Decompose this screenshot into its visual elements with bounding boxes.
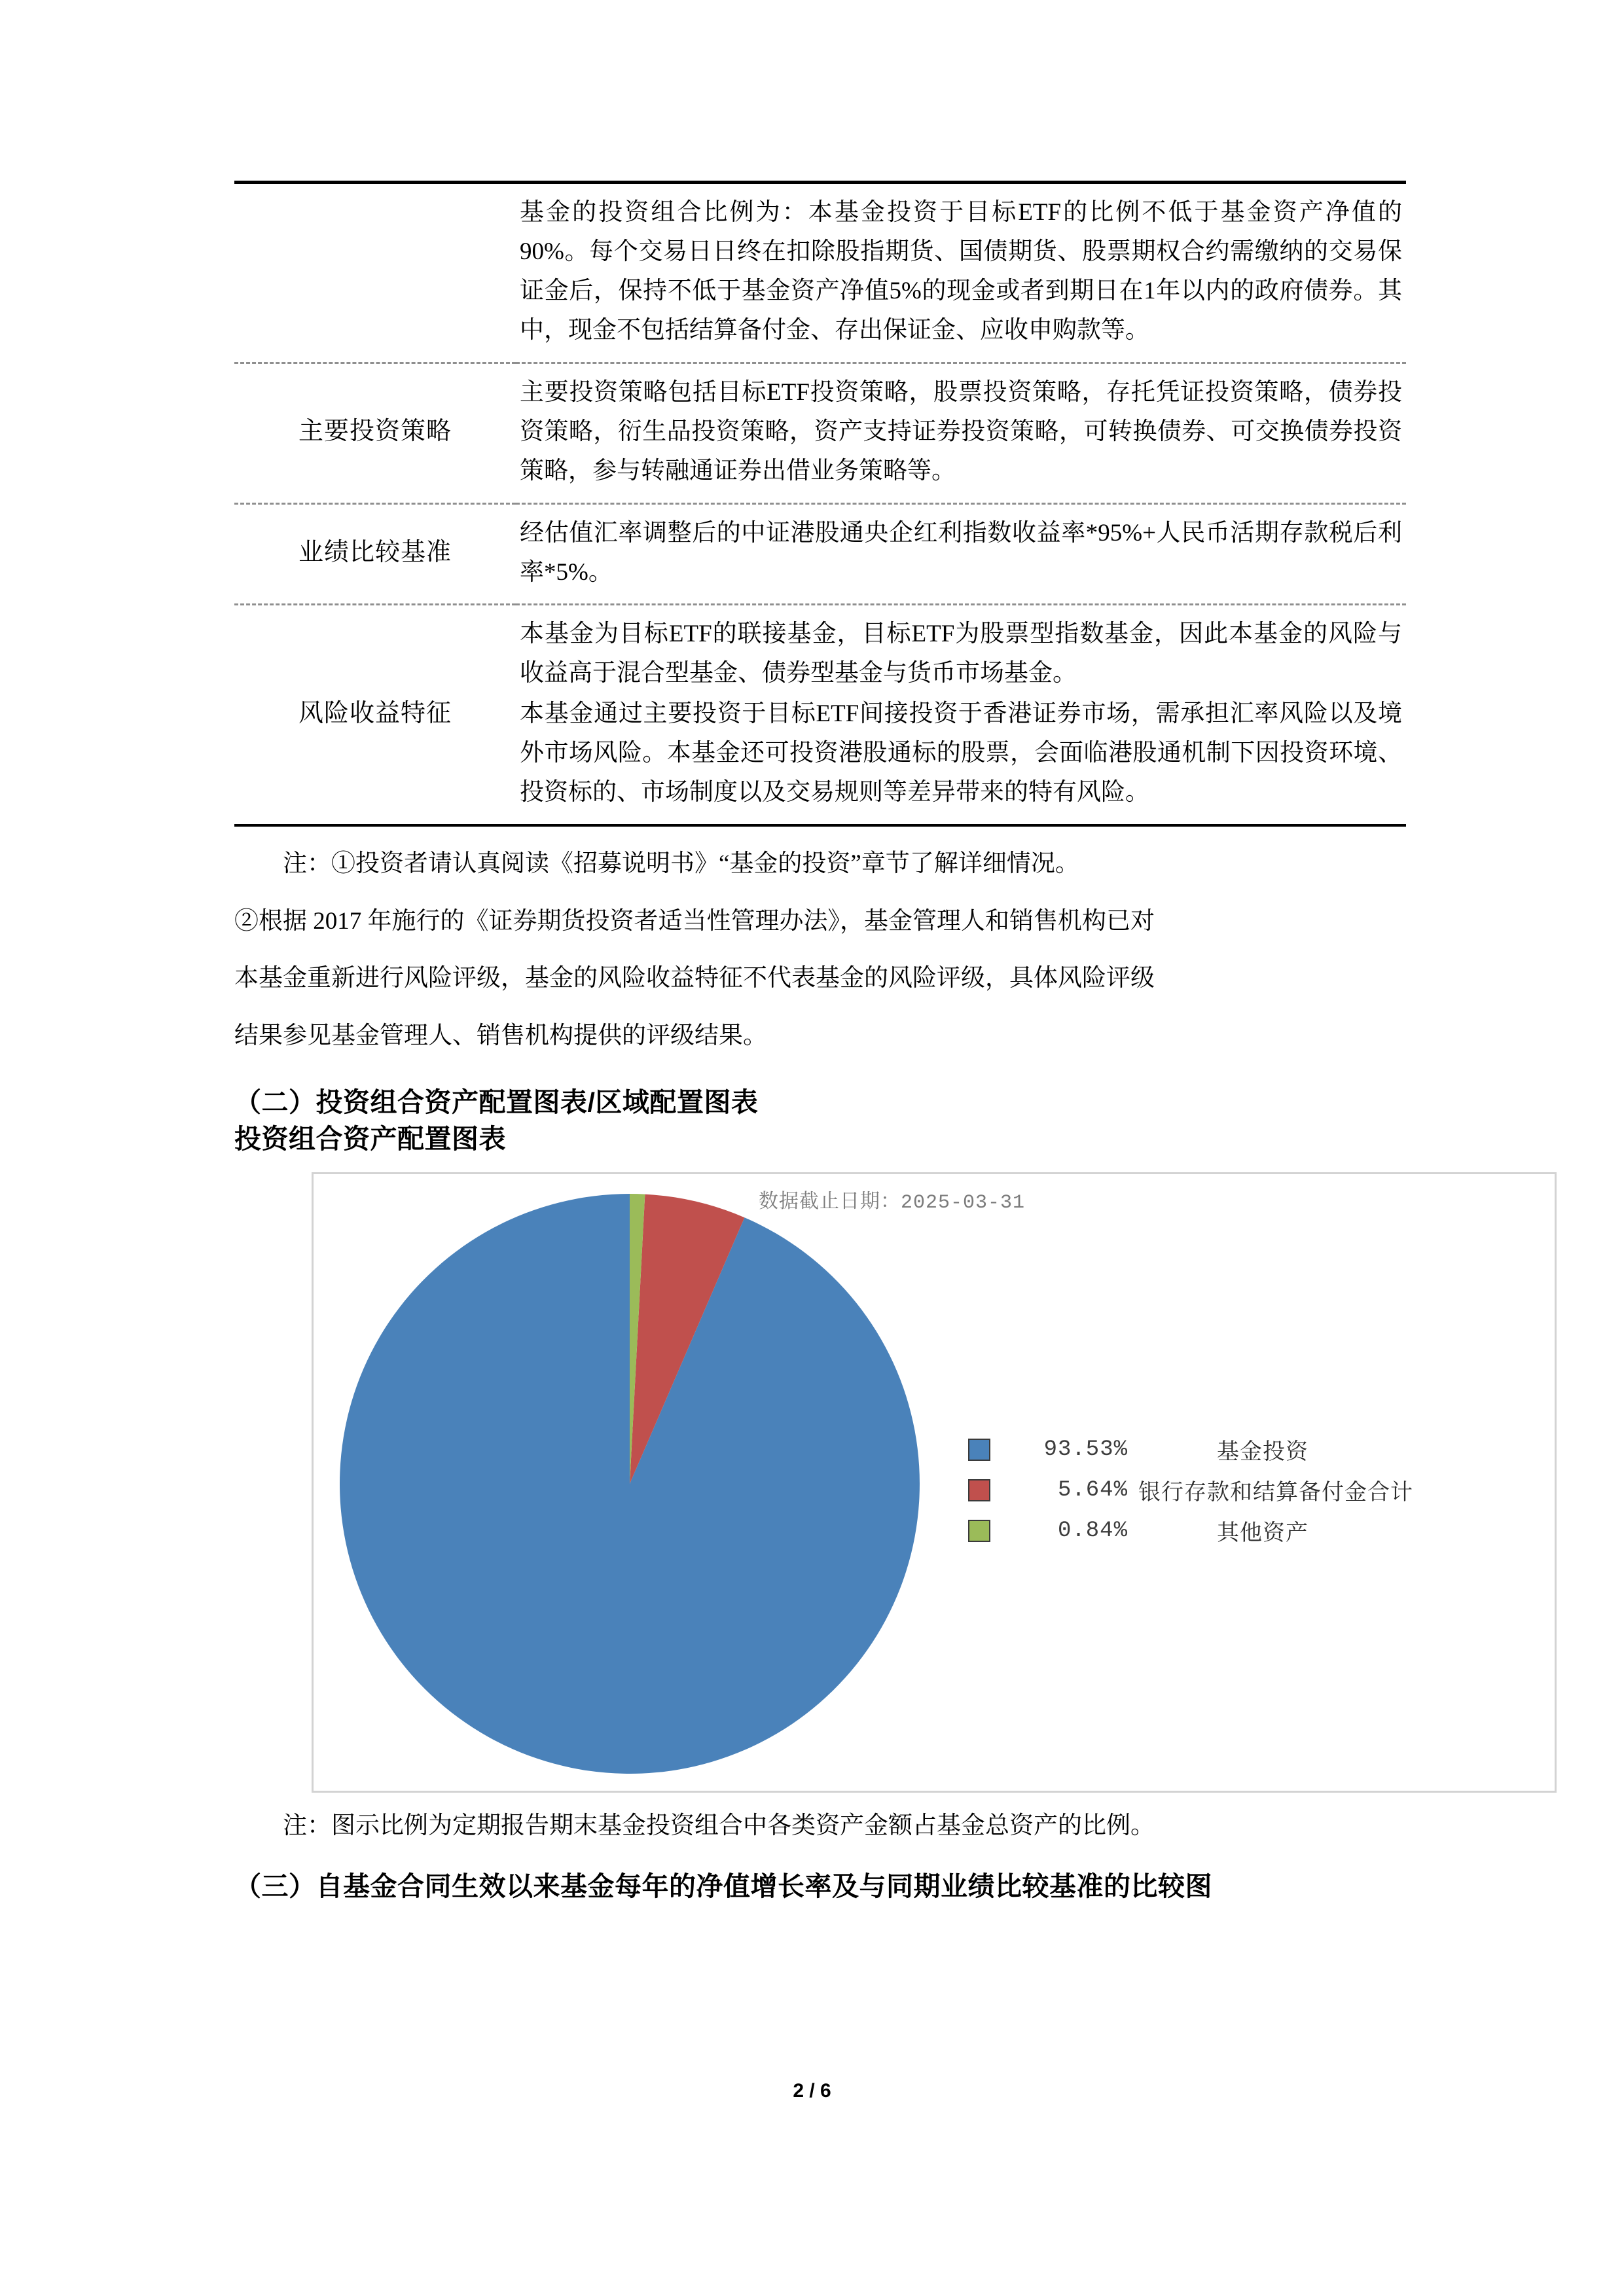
legend-value: 5.64%: [1057, 1477, 1128, 1503]
asset-allocation-chart-panel: [312, 1172, 1557, 1793]
legend-value: 93.53%: [1043, 1437, 1128, 1462]
section-heading-three: （三）自基金合同生效以来基金每年的净值增长率及与同期业绩比较基准的比较图: [234, 1871, 1212, 1902]
legend-label: 基金投资: [1217, 1439, 1308, 1465]
chart-legend: [968, 1429, 1544, 1551]
fund-info-table: [234, 181, 1406, 827]
row-paragraph: 本基金通过主要投资于目标ETF间接投资于香港证券市场，需承担汇率风险以及境外市场风险。本基金还可投资港股通标的股票，会面临港股通机制下因投资环境、投资标的、市场制度以及交易规则等差异带来的特有风险。: [520, 700, 1402, 806]
page-footer: [0, 2080, 1624, 2102]
row-body: [516, 183, 1406, 363]
row-label: 主要投资策略: [234, 363, 516, 503]
row-paragraph: 本基金为目标ETF的联接基金，目标ETF为股票型指数基金，因此本基金的风险与收益高于混合型基金、债券型基金与货币市场基金。: [520, 620, 1402, 687]
legend-label: 其他资产: [1217, 1520, 1308, 1546]
row-paragraph: 主要投资策略包括目标ETF投资策略，股票投资策略，存托凭证投资策略，债券投资策略，衍生品投资策略，资产支持证券投资策略，可转换债券、可交换债券投资策略，参与转融通证券出借业务策略等。: [520, 378, 1402, 484]
table-row: [234, 503, 1406, 605]
legend-swatch-icon: [968, 1439, 990, 1461]
legend-swatch-icon: [968, 1520, 990, 1542]
table-notes: [234, 846, 1406, 1054]
legend-item: [968, 1429, 1544, 1470]
row-label: 业绩比较基准: [234, 503, 516, 605]
row-paragraph: 基金的投资组合比例为：本基金投资于目标ETF的比例不低于基金资产净值的90%。每个交易日日终在扣除股指期货、国债期货、股票期权合约需缴纳的交易保证金后，保持不低于基金资产净值5%的现金或者到期日在1年以内的政府债券。其中，现金不包括结算备付金、存出保证金、应收申购款等。: [520, 199, 1402, 344]
page-content: [234, 181, 1413, 1905]
pie-chart-svg: [338, 1193, 921, 1775]
row-paragraph: 经估值汇率调整后的中证港股通央企红利指数收益率*95%+人民币活期存款税后利率*5%。: [520, 519, 1402, 586]
chart-data-cutoff-date: 数据截止日期：2025-03-31: [759, 1191, 1026, 1214]
legend-swatch-icon: [968, 1479, 990, 1501]
note-item-2-line-2: 本基金重新进行风险评级，基金的风险收益特征不代表基金的风险评级，具体风险评级: [234, 965, 1155, 992]
legend-label: 银行存款和结算备付金合计: [1138, 1480, 1413, 1505]
pie-slice-fund-investment: [340, 1194, 920, 1774]
row-body: [516, 503, 1406, 605]
section-subheading-asset-allocation: 投资组合资产配置图表: [234, 1124, 506, 1155]
chart-note: 注：图示比例为定期报告期末基金投资组合中各类资产金额占基金总资产的比例。: [283, 1812, 1155, 1839]
pie-chart: [338, 1193, 921, 1775]
row-body: [516, 363, 1406, 503]
note-item-2-line-1: ②根据 2017 年施行的《证券期货投资者适当性管理办法》，基金管理人和销售机构已对: [234, 907, 1155, 935]
legend-item: [968, 1511, 1544, 1551]
pie-slices: [340, 1194, 920, 1774]
table-row: [234, 363, 1406, 503]
table-row: [234, 183, 1406, 363]
note-item-1: 注：①投资者请认真阅读《招募说明书》“基金的投资”章节了解详细情况。: [283, 850, 1079, 878]
section-two-headings: [234, 1084, 1406, 1158]
row-body: [516, 605, 1406, 825]
note-item-2-line-3: 结果参见基金管理人、销售机构提供的评级结果。: [234, 1022, 767, 1050]
table-row: [234, 605, 1406, 825]
legend-value: 0.84%: [1057, 1518, 1128, 1543]
row-label: [234, 183, 516, 363]
page-number: 2 / 6: [793, 2080, 831, 2102]
section-heading-two: （二）投资组合资产配置图表/区域配置图表: [234, 1086, 759, 1117]
legend-item: [968, 1470, 1544, 1511]
row-label: 风险收益特征: [234, 605, 516, 825]
